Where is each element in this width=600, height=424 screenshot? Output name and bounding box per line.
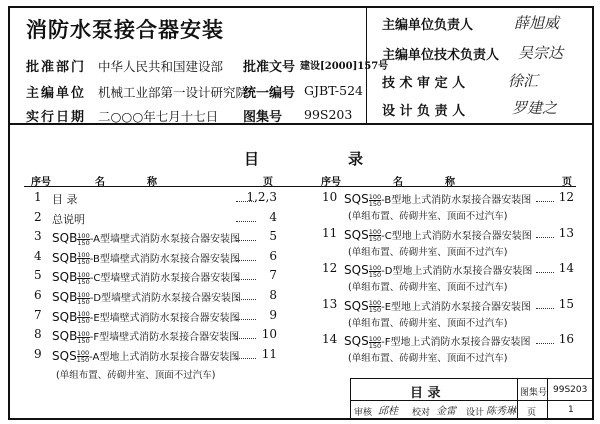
col-header-name-a-right: 名 bbox=[393, 177, 403, 188]
toc-entry-description: -F型墙壁式消防水泵接合器安装图 bbox=[89, 332, 240, 344]
toc-entry-page: 14 bbox=[558, 261, 574, 275]
titleblock-review-sig: 邱桂 bbox=[378, 406, 398, 417]
titleblock-atlas-rule bbox=[517, 378, 518, 420]
toc-entry-number: 5 bbox=[34, 268, 42, 283]
col-header-name-a-left: 名 bbox=[95, 177, 105, 188]
toc-entry-size-fraction bbox=[369, 194, 381, 207]
fraction-numerator: 100 bbox=[77, 290, 90, 299]
toc-entry-page: 5 bbox=[269, 229, 277, 244]
toc-entry-number: 1 bbox=[34, 190, 42, 204]
titleblock-review-label: 审核 bbox=[354, 408, 373, 418]
toc-entry-description: -E型墙壁式消防水泵接合器安装图 bbox=[89, 312, 240, 324]
toc-entry-title[interactable] bbox=[52, 191, 78, 207]
toc-entry-title[interactable] bbox=[52, 289, 241, 305]
toc-entry-model-prefix: SQB bbox=[52, 270, 78, 285]
titleblock-mid-rule bbox=[350, 400, 594, 401]
toc-entry-page: 11 bbox=[261, 346, 277, 361]
toc-entry-title[interactable] bbox=[344, 262, 532, 278]
fraction-numerator: 100 bbox=[77, 329, 90, 338]
fraction-numerator: 100 bbox=[76, 349, 90, 358]
fraction-denominator: 150 bbox=[76, 356, 90, 365]
toc-entry-size-fraction bbox=[369, 336, 381, 349]
col-header-no-left: 序号 bbox=[31, 177, 51, 188]
toc-entry-number: 14 bbox=[322, 332, 338, 346]
toc-title-right: 录 bbox=[348, 150, 364, 168]
titleblock-top-rule bbox=[350, 378, 594, 379]
toc-entry-title[interactable] bbox=[52, 269, 240, 285]
toc-entry-model-prefix: 总说明 bbox=[52, 212, 85, 226]
toc-leader-dots bbox=[236, 260, 256, 261]
col-header-name-b-right: 称 bbox=[445, 177, 455, 188]
toc-entry-size-fraction bbox=[77, 233, 89, 246]
toc-entry-number: 4 bbox=[34, 248, 42, 263]
toc-entry-model-prefix: SQB bbox=[52, 250, 78, 265]
titleblock-left-rule bbox=[350, 378, 351, 420]
toc-entry-size-fraction bbox=[77, 311, 89, 324]
toc-entry-note: (单组布置、砖砌井室、顶面不过汽车) bbox=[348, 211, 508, 222]
sign-name-2: 吴宗达 bbox=[518, 44, 564, 62]
toc-leader-dots bbox=[236, 358, 256, 359]
toc-entry-description: -A型墙壁式消防水泵接合器安装图 bbox=[89, 234, 240, 246]
toc-entry-model-prefix: 目 录 bbox=[52, 193, 78, 206]
toc-entry-number: 12 bbox=[322, 261, 338, 275]
fraction-numerator: 100 bbox=[77, 310, 90, 319]
toc-entry-page: 4 bbox=[269, 209, 277, 224]
toc-entry-description: -D型墙壁式消防水泵接合器安装图 bbox=[89, 293, 242, 304]
toc-leader-dots bbox=[236, 279, 256, 280]
fraction-numerator: 100 bbox=[77, 251, 90, 260]
toc-title-left: 目 bbox=[244, 150, 260, 168]
sign-name-3: 徐汇 bbox=[508, 72, 539, 90]
toc-leader-dots bbox=[536, 272, 554, 273]
toc-entry-note: (单组布置、砖砌井室、顶面不过汽车) bbox=[56, 369, 216, 381]
titleblock-check-sig: 金雷 bbox=[436, 406, 456, 417]
titleblock-design-sig: 陈秀琳 bbox=[486, 406, 516, 417]
toc-entry-title[interactable] bbox=[52, 250, 240, 266]
unified-no-label: 统一编号 bbox=[243, 86, 296, 101]
toc-entry-size-fraction bbox=[77, 331, 89, 344]
atlas-title: 消防水泵接合器安装 bbox=[26, 17, 224, 42]
sign-role-4: 设 计 负 责 人 bbox=[382, 104, 466, 119]
titleblock-design-label: 设计 bbox=[466, 408, 485, 418]
toc-entry-note: (单组布置、砖砌井室、顶面不过汽车) bbox=[348, 317, 508, 329]
toc-entry-description: -D型地上式消防水泵接合器安装图 bbox=[381, 266, 533, 277]
sign-role-2: 主编单位技术负责人 bbox=[382, 48, 500, 63]
toc-entry-description: -E型地上式消防水泵接合器安装图 bbox=[381, 301, 532, 313]
toc-entry-model-prefix: SQS bbox=[344, 263, 369, 277]
toc-entry-page: 10 bbox=[261, 327, 277, 342]
effective-date-label: 实行日期 bbox=[26, 110, 87, 125]
toc-entry-description: -B型墙壁式消防水泵接合器安装图 bbox=[89, 253, 240, 265]
fraction-denominator: 150 bbox=[368, 341, 382, 350]
toc-entry-size-fraction bbox=[77, 292, 89, 305]
toc-entry-title[interactable] bbox=[52, 211, 85, 227]
toc-entry-model-prefix: SQB bbox=[52, 290, 78, 304]
toc-entry-description: -C型墙壁式消防水泵接合器安装图 bbox=[89, 273, 241, 285]
toc-entry-size-fraction bbox=[77, 350, 89, 363]
toc-entry-title[interactable] bbox=[344, 333, 530, 349]
titleblock-atlas-rule-2 bbox=[547, 378, 548, 420]
approval-doc-value: 建设[2000]157号 bbox=[300, 61, 389, 72]
toc-entry-page: 15 bbox=[558, 296, 574, 311]
toc-leader-dots bbox=[536, 308, 554, 309]
toc-leader-dots bbox=[536, 201, 554, 202]
fraction-numerator: 100 bbox=[77, 270, 90, 279]
col-header-page-right: 页 bbox=[562, 177, 572, 188]
toc-leader-dots bbox=[236, 240, 256, 241]
titleblock-sheet-title: 目 录 bbox=[410, 386, 441, 401]
approval-dept-value: 中华人民共和国建设部 bbox=[98, 59, 224, 74]
titleblock-check-label: 校对 bbox=[412, 408, 431, 418]
toc-entry-model-prefix: SQB bbox=[52, 309, 78, 324]
col-header-name-b-left: 称 bbox=[147, 177, 157, 188]
toc-entry-description: -B型地上式消防水泵接合器安装图 bbox=[381, 195, 532, 206]
toc-entry-title[interactable] bbox=[52, 348, 239, 364]
atlas-no-label: 图集号 bbox=[243, 110, 283, 125]
toc-entry-model-prefix: SQS bbox=[344, 192, 369, 206]
toc-entry-note: (单组布置、砖砌井室、顶面不过汽车) bbox=[348, 353, 508, 364]
toc-entry-number: 11 bbox=[322, 225, 338, 240]
fraction-denominator: 150 bbox=[368, 306, 382, 314]
toc-entry-page: 13 bbox=[558, 225, 574, 240]
fraction-denominator: 150 bbox=[77, 336, 90, 345]
toc-entry-page: 9 bbox=[269, 307, 277, 322]
toc-leader-dots bbox=[236, 299, 256, 300]
editor-unit-value: 机械工业部第一设计研究院 bbox=[98, 85, 249, 100]
toc-leader-dots bbox=[236, 319, 256, 320]
fraction-denominator: 150 bbox=[77, 258, 90, 267]
col-header-page-left: 页 bbox=[263, 177, 273, 188]
titleblock-atlas-no: 99S203 bbox=[553, 385, 588, 395]
effective-date-value: 二○○○年七月十七日 bbox=[98, 109, 219, 124]
fraction-numerator: 100 bbox=[368, 192, 382, 201]
titleblock-atlas-label: 图集号 bbox=[520, 388, 548, 398]
toc-entry-size-fraction bbox=[77, 252, 89, 265]
toc-entry-page: 16 bbox=[558, 332, 574, 346]
fraction-numerator: 100 bbox=[77, 231, 90, 240]
toc-entry-size-fraction bbox=[77, 272, 89, 285]
sign-name-4: 罗建之 bbox=[512, 99, 558, 117]
toc-entry-title[interactable] bbox=[52, 328, 239, 344]
fraction-numerator: 100 bbox=[368, 334, 382, 343]
toc-leader-dots bbox=[236, 338, 256, 339]
toc-entry-number: 13 bbox=[322, 296, 338, 311]
titleblock-page-no: 1 bbox=[568, 405, 574, 415]
toc-leader-dots bbox=[536, 343, 554, 344]
toc-entry-number: 10 bbox=[322, 190, 338, 204]
approval-doc-label: 批准文号 bbox=[243, 60, 296, 75]
fraction-denominator: 150 bbox=[368, 270, 382, 279]
toc-entry-title[interactable] bbox=[52, 309, 240, 325]
titleblock-page-label: 页 bbox=[527, 408, 537, 418]
toc-entry-model-prefix: SQS bbox=[344, 298, 369, 313]
toc-entry-title[interactable] bbox=[344, 298, 531, 314]
toc-entry-description: -A型地上式消防水泵接合器安装图 bbox=[89, 351, 240, 363]
toc-entry-model-prefix: SQB bbox=[52, 231, 78, 246]
header-divider-horizontal bbox=[8, 123, 594, 125]
toc-entry-title[interactable] bbox=[344, 227, 532, 243]
toc-leader-dots bbox=[536, 237, 554, 238]
approval-dept-label: 批准部门 bbox=[26, 60, 87, 75]
toc-entry-page: 7 bbox=[269, 268, 277, 283]
unified-no-value: GJBT-524 bbox=[304, 83, 363, 98]
toc-entry-number: 2 bbox=[34, 209, 42, 224]
toc-entry-size-fraction bbox=[369, 265, 381, 278]
editor-unit-label: 主编单位 bbox=[26, 86, 87, 101]
toc-entry-title[interactable] bbox=[52, 230, 240, 246]
toc-entry-number: 3 bbox=[34, 229, 42, 244]
toc-entry-page: 1,2,3 bbox=[246, 190, 277, 204]
toc-entry-page: 8 bbox=[269, 288, 277, 302]
fraction-denominator: 150 bbox=[77, 297, 90, 306]
sign-role-1: 主编单位负责人 bbox=[382, 18, 474, 33]
atlas-no-value: 99S203 bbox=[304, 107, 353, 122]
toc-entry-page: 6 bbox=[269, 248, 277, 263]
toc-entry-number: 7 bbox=[34, 307, 42, 322]
toc-entry-model-prefix: SQB bbox=[52, 329, 78, 344]
toc-header-rule bbox=[24, 186, 576, 187]
toc-entry-model-prefix: SQS bbox=[344, 227, 369, 242]
toc-entry-title[interactable] bbox=[344, 191, 531, 207]
toc-entry-number: 9 bbox=[34, 346, 42, 361]
toc-entry-description: -F型地上式消防水泵接合器安装图 bbox=[381, 337, 531, 348]
fraction-numerator: 100 bbox=[368, 228, 382, 236]
toc-entry-size-fraction bbox=[369, 229, 381, 242]
toc-entry-model-prefix: SQS bbox=[344, 334, 369, 348]
toc-entry-page: 12 bbox=[558, 190, 574, 204]
fraction-denominator: 150 bbox=[77, 277, 90, 286]
fraction-numerator: 100 bbox=[368, 263, 382, 272]
toc-entry-number: 6 bbox=[34, 288, 42, 302]
toc-entry-description: -C型地上式消防水泵接合器安装图 bbox=[381, 230, 532, 242]
fraction-denominator: 150 bbox=[77, 317, 90, 326]
toc-leader-dots bbox=[236, 221, 256, 222]
fraction-denominator: 150 bbox=[368, 199, 382, 208]
toc-entry-size-fraction bbox=[369, 300, 381, 313]
fraction-denominator: 150 bbox=[77, 238, 90, 247]
fraction-numerator: 100 bbox=[368, 299, 382, 307]
fraction-denominator: 150 bbox=[368, 235, 382, 243]
col-header-no-right: 序号 bbox=[321, 177, 341, 188]
toc-entry-number: 8 bbox=[34, 327, 42, 342]
sign-name-1: 薛旭威 bbox=[514, 14, 560, 32]
sign-role-3: 技 术 审 定 人 bbox=[382, 76, 466, 91]
toc-entry-note: (单组布置、砖砌井室、顶面不过汽车) bbox=[348, 282, 508, 293]
toc-entry-note: (单组布置、砖砌井室、顶面不过汽车) bbox=[348, 246, 508, 258]
toc-entry-model-prefix: SQS bbox=[52, 348, 77, 363]
